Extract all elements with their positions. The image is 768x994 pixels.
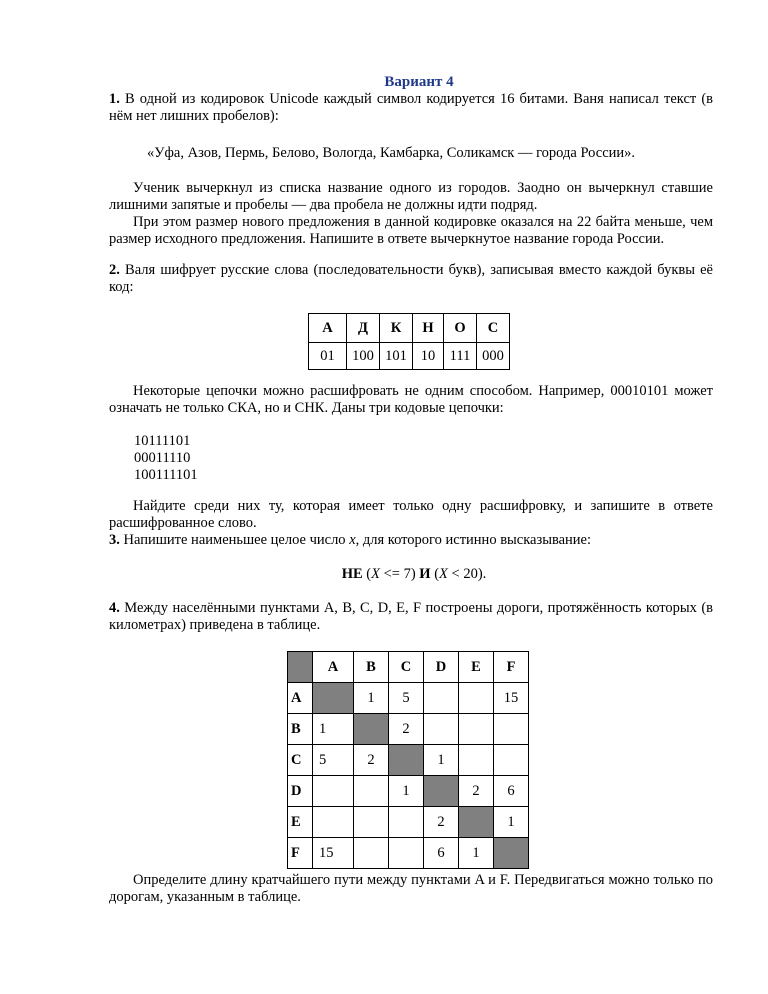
- column-header: A: [313, 652, 354, 683]
- code-table-codes-row: [309, 343, 510, 370]
- diagonal-cell: [459, 807, 494, 838]
- table-row: [288, 776, 529, 807]
- q4-number: 4.: [109, 600, 120, 616]
- distance-cell: 6: [424, 838, 459, 869]
- letter-cell: О: [444, 314, 477, 343]
- distance-cell: [424, 683, 459, 714]
- code-table: [308, 313, 510, 370]
- q1-paragraph-3: При этом размер нового предложения в данной кодировке оказался на 22 байта меньше, чем размер исходного предложения. Напишите в ответе вычеркнутое название города России.: [109, 214, 713, 247]
- distance-cell: [494, 714, 529, 745]
- column-header: C: [389, 652, 424, 683]
- distance-cell: [459, 683, 494, 714]
- q2-paragraph-2: Некоторые цепочки можно расшифровать не одним способом. Например, 00010101 может означать не только СКА, но и СНК. Даны три кодовые цепочки:: [109, 383, 713, 416]
- code-cell: 101: [380, 343, 413, 370]
- q3-text-before: Напишите наименьшее целое число: [123, 532, 350, 548]
- diagonal-cell: [313, 683, 354, 714]
- distance-cell: [459, 714, 494, 745]
- column-header: B: [354, 652, 389, 683]
- distance-cell: 2: [459, 776, 494, 807]
- q2-intro: [109, 262, 713, 296]
- q1-intro: [109, 91, 713, 125]
- distance-cell: 1: [494, 807, 529, 838]
- table-row: [288, 838, 529, 869]
- q3-intro: [109, 532, 713, 549]
- q3-cond: < 20).: [447, 566, 487, 582]
- q3-expression: [0, 566, 768, 583]
- distance-cell: [389, 807, 424, 838]
- table-row: [288, 807, 529, 838]
- row-header: F: [288, 838, 313, 869]
- code-chain: 100111101: [134, 467, 198, 483]
- column-header: E: [459, 652, 494, 683]
- code-cell: 000: [477, 343, 510, 370]
- diagonal-cell: [494, 838, 529, 869]
- code-chain: 10111101: [134, 433, 191, 449]
- distance-table: [287, 651, 529, 869]
- distance-cell: 5: [389, 683, 424, 714]
- distance-cell: [389, 838, 424, 869]
- q1-paragraph-2: Ученик вычеркнул из списка название одного из городов. Заодно он вычеркнул ставшие лишними запятые и пробелы — два пробела не должны идти подряд.: [109, 180, 713, 213]
- distance-cell: 1: [354, 683, 389, 714]
- q2-intro-text: Валя шифрует русские слова (последовательности букв), записывая вместо каждой буквы её код:: [109, 262, 713, 295]
- distance-cell: [354, 776, 389, 807]
- distance-cell: [494, 745, 529, 776]
- distance-cell: 5: [313, 745, 354, 776]
- distance-cell: 2: [389, 714, 424, 745]
- distance-cell: [313, 776, 354, 807]
- letter-cell: Н: [413, 314, 444, 343]
- letter-cell: А: [309, 314, 347, 343]
- table-row: [288, 745, 529, 776]
- code-chain: 00011110: [134, 450, 191, 466]
- q3-paren: (: [362, 566, 372, 582]
- q1-quote: «Уфа, Азов, Пермь, Белово, Вологда, Камбарка, Соликамск — города России».: [147, 145, 636, 161]
- table-row: [288, 683, 529, 714]
- distance-cell: 1: [389, 776, 424, 807]
- distance-cell: 6: [494, 776, 529, 807]
- distance-cell: 1: [313, 714, 354, 745]
- row-header: E: [288, 807, 313, 838]
- table-row: [288, 714, 529, 745]
- q3-text-after: , для которого истинно высказывание:: [355, 532, 592, 548]
- corner-cell: [288, 652, 313, 683]
- row-header: C: [288, 745, 313, 776]
- distance-cell: [354, 807, 389, 838]
- row-header: A: [288, 683, 313, 714]
- code-cell: 01: [309, 343, 347, 370]
- distance-cell: 1: [459, 838, 494, 869]
- q2-paragraph-3: Найдите среди них ту, которая имеет только одну расшифровку, и запишите в ответе расшифрованное слово.: [109, 498, 713, 531]
- q3-var: X: [371, 566, 380, 582]
- q3-var: X: [439, 566, 448, 582]
- distance-cell: 2: [424, 807, 459, 838]
- diagonal-cell: [354, 714, 389, 745]
- code-table-letters-row: [309, 314, 510, 343]
- column-header: F: [494, 652, 529, 683]
- code-cell: 10: [413, 343, 444, 370]
- q3-paren: (: [430, 566, 440, 582]
- row-header: D: [288, 776, 313, 807]
- distance-table-header-row: [288, 652, 529, 683]
- distance-cell: 1: [424, 745, 459, 776]
- column-header: D: [424, 652, 459, 683]
- variant-title: Вариант 4: [384, 74, 454, 90]
- distance-cell: 15: [494, 683, 529, 714]
- q1-intro-text: В одной из кодировок Unicode каждый символ кодируется 16 битами. Ваня написал текст (в нём нет лишних пробелов):: [109, 91, 714, 124]
- q4-paragraph-2: Определите длину кратчайшего пути между пунктами A и F. Передвигаться можно только по дорогам, указанным в таблице.: [109, 872, 713, 905]
- letter-cell: К: [380, 314, 413, 343]
- q1-number: 1.: [109, 91, 120, 107]
- q3-cond: <= 7): [379, 566, 420, 582]
- distance-cell: [459, 745, 494, 776]
- q3-not-operator: НЕ: [341, 566, 363, 582]
- code-cell: 100: [347, 343, 380, 370]
- code-cell: 111: [444, 343, 477, 370]
- q4-intro-text: Между населёнными пунктами A, B, C, D, E, F построены дороги, протяжённость которых (в километрах) приведена в таблице.: [109, 600, 713, 633]
- distance-cell: 2: [354, 745, 389, 776]
- q3-and-operator: И: [419, 566, 431, 582]
- q3-number: 3.: [109, 532, 120, 548]
- q4-intro: [109, 600, 713, 634]
- distance-cell: 15: [313, 838, 354, 869]
- letter-cell: С: [477, 314, 510, 343]
- letter-cell: Д: [347, 314, 380, 343]
- q2-number: 2.: [109, 262, 120, 278]
- distance-cell: [313, 807, 354, 838]
- q3-variable: x: [349, 532, 356, 548]
- row-header: B: [288, 714, 313, 745]
- diagonal-cell: [389, 745, 424, 776]
- diagonal-cell: [424, 776, 459, 807]
- distance-cell: [424, 714, 459, 745]
- distance-cell: [354, 838, 389, 869]
